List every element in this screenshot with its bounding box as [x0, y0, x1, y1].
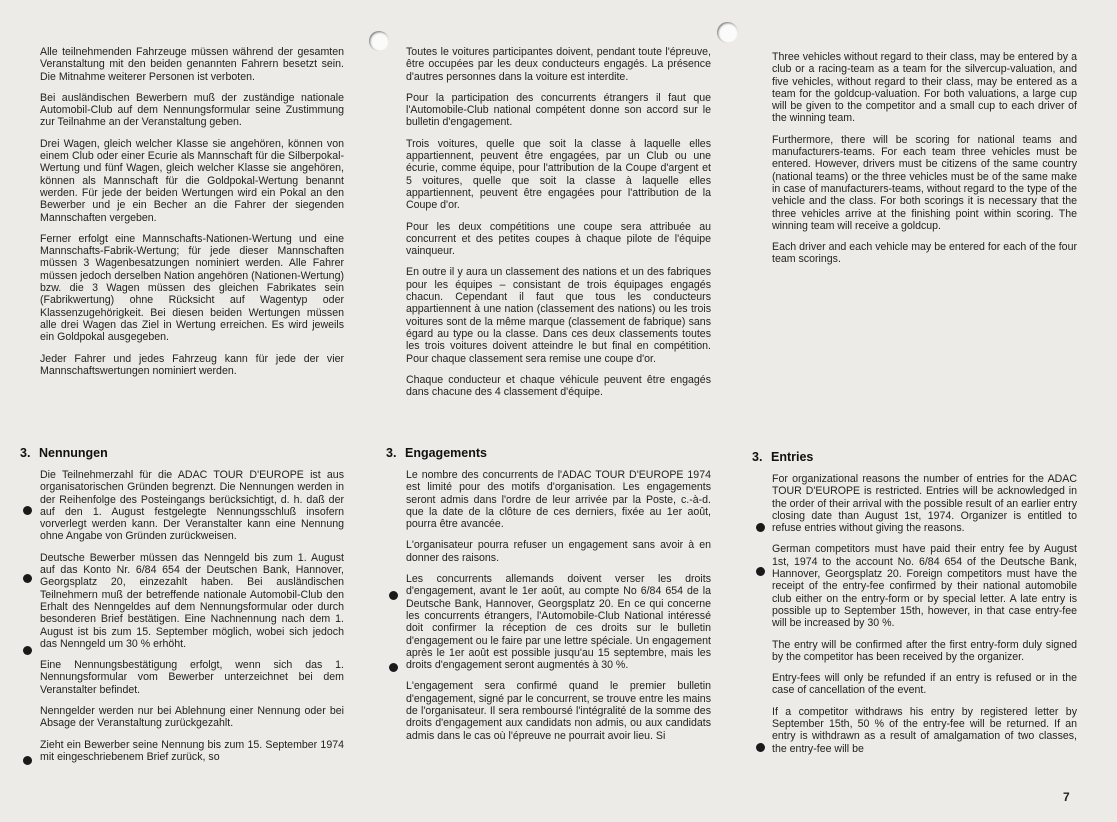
paragraph: Toutes le voitures participantes doivent, pendant toute l'épreuve, être occupées par les deux conducteurs engagés. La présence d'autres personnes dans la voiture est interdite.	[406, 46, 711, 83]
section-number: 3.	[386, 446, 397, 460]
margin-bullet	[389, 663, 398, 672]
paragraph: The entry will be confirmed after the first entry-form duly signed by the competitor has been received by the organizer.	[772, 638, 1077, 663]
margin-bullet	[389, 591, 398, 600]
paragraph: Pour les deux compétitions une coupe sera attribuée au concurrent et des petites coupes à chaque pilote de l'équipe vainqueur.	[406, 220, 711, 258]
paragraph: Entry-fees will only be refunded if an entry is refused or in the case of cancellation of the event.	[772, 672, 1077, 697]
section-title: Engagements	[405, 446, 487, 460]
paragraph: Zieht ein Bewerber seine Nennung bis zum 15. September 1974 mit eingeschriebenem Brief zurück, so	[40, 738, 344, 763]
margin-bullet	[756, 523, 765, 532]
paragraph: Die Teilnehmerzahl für die ADAC TOUR D'EUROPE ist aus organisatorischen Gründen begrenzt. Die Nennungen werden in der Reihenfolge des Posteingangs berücksichtigt, d. h. daß der auf den 1. August festgelegte Nennungsschluß insofern vorverlegt werden kann. Der Veranstalter kann eine Nennung ohne Angabe von Gründen zurückweisen.	[40, 469, 344, 543]
margin-bullet	[23, 506, 32, 515]
section-heading-engagements	[386, 446, 487, 460]
paragraph: Drei Wagen, gleich welcher Klasse sie angehören, können von einem Club oder einer Ecurie als Mannschaft für die Silberpokal-Wertung und fünf Wagen, gleich welcher Klasse sie angehören, können als Mannschaft für die Goldpokal-Wertung benannt werden. Für jede der beiden Wertungen wird ein Pokal an den Bewerber und je ein Becher an die Fahrer der siegenden Mannschaften vergeben.	[40, 137, 344, 224]
paragraph: Trois voitures, quelle que soit la classe à laquelle elles appartiennent, peuvent être engagées, par un Club ou une écurie, comme équipe, pour l'attribution de la Coupe d'argent et 5 voitures, quelle que soit la classe à laquelle elles appartiennent, peuvent être engagées pour l'attribution de la Coupe d'or.	[406, 137, 711, 212]
section-title: Nennungen	[39, 446, 108, 460]
paragraph: Eine Nennungsbestätigung erfolgt, wenn sich das 1. Nennungsformular vom Bewerber unterzeichnet bei dem Veranstalter befindet.	[40, 659, 344, 696]
paragraph: Pour la participation des concurrents étrangers il faut que l'Automobile-Club national compétent donne son accord sur le bulletin d'engagement.	[406, 91, 711, 129]
paragraph: Furthermore, there will be scoring for national teams and manufacturers-teams. For each team three vehicles must be entered. However, drivers must be citizens of the same country (national teams) or the three vehicles must be of the same make in case of manufacturers-teams, without regard to the type of the vehicle and the class. For both scorings it is necessary that the three vehicles arrive at the finishing point within scoring. The winning team will receive a goldcup.	[772, 133, 1077, 232]
paragraph: If a competitor withdraws his entry by registered letter by September 15th, 50 % of the entry-fee will be returned. If an entry is withdrawn as a result of amalgamation of two classes, the entry-fee will be	[772, 705, 1077, 755]
paragraph: Deutsche Bewerber müssen das Nenngeld bis zum 1. August auf das Konto Nr. 6/84 654 der Deutschen Bank, Hannover, Georgsplatz 20, einzezahlt haben. Bei ausländischen Teilnehmern muß der betreffende nationale Automobil-Club den Erhalt des Nenngeldes auf dem Nennungsformular oder durch besonderen Brief bestätigen. Eine Nachnennung nach dem 1. August ist bis zum 15. September möglich, wobei sich jedoch das Nenngeld um 30 % erhöht.	[40, 551, 344, 650]
paragraph: Nenngelder werden nur bei Ablehnung einer Nennung oder bei Absage der Veranstaltung zurückgezahlt.	[40, 705, 344, 730]
paragraph: Each driver and each vehicle may be entered for each of the four team scorings.	[772, 241, 1077, 266]
punch-hole-right	[717, 22, 738, 43]
paragraph: Les concurrents allemands doivent verser les droits d'engagement, avant le 1er août, au compte No 6/84 654 de la Deutsche Bank, Hannover, Georgsplatz 20. En ce qui concerne les concurrents étrangers, l'Automobile-Club National intéressé doit confirmer la réception de ces droits sur le bulletin d'engagement ou le faire par une lettre spéciale. Un engagement après le 1er août est possible jusqu'au 15 septembre, mais les droits d'engagement seront augmentés à 30 %.	[406, 573, 711, 672]
margin-bullet	[23, 646, 32, 655]
french-column-continuation	[406, 46, 711, 407]
section-heading-nennungen	[20, 446, 108, 460]
section-number: 3.	[20, 446, 31, 460]
english-section-body	[772, 473, 1077, 764]
paragraph: Jeder Fahrer und jedes Fahrzeug kann für jede der vier Mannschaftswertungen nominiert werden.	[40, 352, 344, 377]
german-section-body	[40, 469, 344, 772]
paragraph: L'engagement sera confirmé quand le premier bulletin d'engagement, signé par le concurrent, se trouve entre les mains de l'organisateur. Il sera remboursé l'intégralité de la somme des droits d'engagement aux candidats non admis, ou aux candidats admis dans le cas où l'épreuve ne pourrait avoir lieu. Si	[406, 680, 711, 742]
margin-bullet	[23, 756, 32, 765]
paragraph: Ferner erfolgt eine Mannschafts-Nationen-Wertung und eine Mannschafts-Fabrik-Wertung; für jede dieser Mannschaften müssen 3 Wagenbesatzungen nominiert werden. Alle Fahrer müssen jedoch derselben Nation angehören (Nationen-Wertung) bzw. die 3 Wagen müssen des gleichen Fabrikates sein (Fabrikwertung) ohne Rücksicht auf Wagentyp oder Klassenzugehörigkeit. Bei diesen beiden Wertungen müssen alle drei Wagen das Ziel in Wertung erreichen. Es wird jeweils ein Goldpokal ausgegeben.	[40, 232, 344, 344]
margin-bullet	[23, 574, 32, 583]
margin-bullet	[756, 743, 765, 752]
paragraph: En outre il y aura un classement des nations et un des fabriques pour les équipes – consistant de trois équipages engagés chacun. Cependant il faut que tous les conducteurs appartiennent à une nation (classement des nations) ou les trois voitures sont de la même marque (classement de fabrique) sans égard au type ou la classe. Dans ces deux classements toutes les trois voitures doivent atteindre le but final en compétition. Pour chaque classement sera remise une coupe d'or.	[406, 266, 711, 365]
paragraph: For organizational reasons the number of entries for the ADAC TOUR D'EUROPE is restricted. Entries will be acknowledged in the order of their arrival with the possible result of an earlier entry closing date than August 1st, 1974. Organizer is entitled to refuse entries without giving the reasons.	[772, 473, 1078, 535]
german-column-continuation	[40, 46, 344, 386]
french-section-body	[406, 469, 711, 751]
paragraph: Three vehicles without regard to their class, may be entered by a club or a racing-team as a team for the silvercup-valuation, and five vehicles, without regard to their class, may be entered as a team for the goldcup-valuation. For both valuations, a large cup will be given to the competitor and a small cup to each driver of the winning team.	[772, 51, 1077, 125]
margin-bullet	[756, 567, 765, 576]
page-number: 7	[1063, 790, 1070, 804]
section-heading-entries	[752, 450, 813, 464]
section-number: 3.	[752, 450, 763, 464]
english-column-continuation	[772, 51, 1077, 275]
paragraph: German competitors must have paid their entry fee by August 1st, 1974 to the account No. 6/84 654 of the Deutsche Bank, Hannover, Georgsplatz 20. Foreign competitors must have the receipt of the entry-fee confirmed by their national automobile club either on the entry-form or by special letter. A late entry is possible up to September 15th, however, in that case entry-fee will be increased by 30 %.	[772, 543, 1077, 630]
punch-hole-left	[369, 31, 389, 51]
paragraph: Le nombre des concurrents de l'ADAC TOUR D'EUROPE 1974 est limité pour des motifs d'organisation. Les engagements seront admis dans l'ordre de leur arrivée par la Poste, c.-à-d. que la date de la clôture de ces derniers, fixée au 1er août, pourra être avancée.	[406, 469, 711, 531]
paragraph: Alle teilnehmenden Fahrzeuge müssen während der gesamten Veranstaltung mit den beiden genannten Fahrern besetzt sein. Die Mitnahme weiterer Personen ist verboten.	[40, 46, 344, 83]
paragraph: L'organisateur pourra refuser un engagement sans avoir à en donner des raisons.	[406, 539, 711, 564]
section-title: Entries	[771, 450, 814, 464]
paragraph: Bei ausländischen Bewerbern muß der zuständige nationale Automobil-Club auf dem Nennungsformular seine Zustimmung zur Teilnahme an der Veranstaltung geben.	[40, 91, 344, 129]
paragraph: Chaque conducteur et chaque véhicule peuvent être engagés dans chacune des 4 classement d'équipe.	[406, 373, 711, 399]
